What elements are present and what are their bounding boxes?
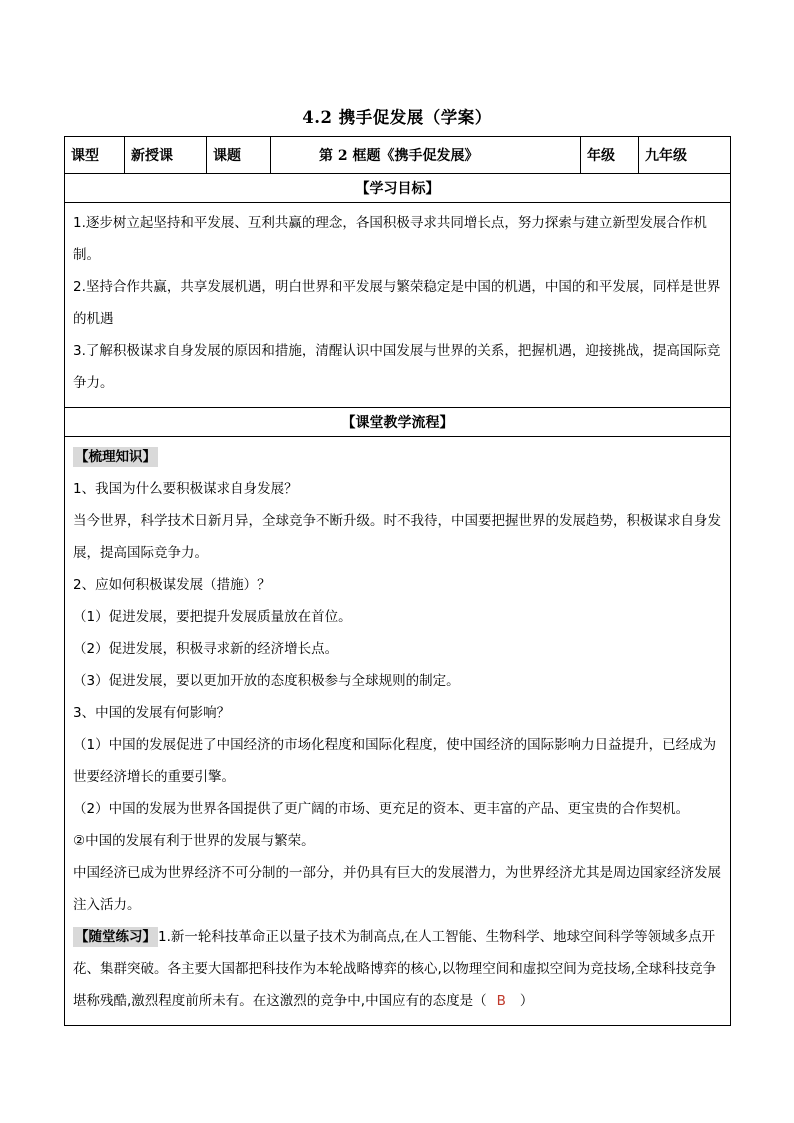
- objective-item: 1.逐步树立起坚持和平发展、互利共赢的理念，各国积极寻求共同增长点，努力探索与建立新型发展合作机制。: [73, 215, 707, 263]
- objective-item: 2.坚持合作共赢，共享发展机遇，明白世界和平发展与繁荣稳定是中国的机遇，中国的和平发展，同样是世界的机遇: [73, 279, 721, 327]
- process-body-row: [65, 437, 731, 1026]
- header-row: [65, 137, 731, 174]
- knowledge-line: （1）促进发展，要把提升发展质量放在首位。: [73, 609, 352, 625]
- knowledge-line: （1）中国的发展促进了中国经济的市场化程度和国际化程度，使中国经济的国际影响力日益提升，已经成为世要经济增长的重要引擎。: [73, 737, 717, 785]
- objectives-heading-row: [65, 174, 731, 203]
- knowledge-line: 2、应如何积极谋发展（措施）？: [73, 577, 271, 593]
- process-heading-row: [65, 408, 731, 437]
- course-type-value: 新授课: [125, 137, 207, 174]
- knowledge-tag-line: [73, 441, 722, 473]
- practice-tag: 【随堂练习】: [75, 929, 156, 945]
- process-body: [65, 437, 731, 1026]
- knowledge-line: （3）促进发展，要以更加开放的态度积极参与全球规则的制定。: [73, 673, 460, 689]
- document-title: 4.2 携手促发展（学案）: [302, 108, 492, 127]
- objectives-heading: 【学习目标】: [65, 174, 731, 203]
- objective-item: 3.了解积极谋求自身发展的原因和措施，清醒认识中国发展与世界的关系，把握机遇，迎接挑战，提高国际竞争力。: [73, 343, 721, 391]
- knowledge-line: 3、中国的发展有何影响？: [73, 705, 231, 721]
- practice-close: ）: [519, 993, 534, 1009]
- objectives-body: [65, 203, 731, 408]
- process-heading: 【课堂教学流程】: [65, 408, 731, 437]
- grade-label: 年级: [581, 137, 639, 174]
- knowledge-line: （2）中国的发展为世界各国提供了更广阔的市场、更充足的资本、更丰富的产品、更宝贵的合作契机。: [73, 801, 690, 817]
- knowledge-tag: 【梳理知识】: [75, 449, 156, 465]
- grade-value: 九年级: [639, 137, 731, 174]
- practice-answer: B: [496, 993, 506, 1009]
- lesson-plan-table: [64, 136, 731, 1026]
- practice-text: 1.新一轮科技革命正以量子技术为制高点,在人工智能、生物科学、地球空间科学等领域多点开花、集群突破。各主要大国都把科技作为本轮战略博弈的核心,以物理空间和虚拟空间为竞技场,全球科技竞争堪称残酷,激烈程度前所未有。在这激烈的竞争中,中国应有的态度是（: [73, 929, 717, 1009]
- topic-label: 课题: [207, 137, 271, 174]
- knowledge-line: （2）促进发展，积极寻求新的经济增长点。: [73, 641, 339, 657]
- practice-question: [73, 921, 722, 1017]
- topic-value: 第 2 框题《携手促发展》: [271, 137, 581, 174]
- knowledge-line: ②中国的发展有利于世界的发展与繁荣。: [73, 833, 315, 849]
- knowledge-line: 当今世界，科学技术日新月异，全球竞争不断升级。时不我待，中国要把握世界的发展趋势，积极谋求自身发展，提高国际竞争力。: [73, 513, 721, 561]
- course-type-label: 课型: [65, 137, 125, 174]
- knowledge-line: 中国经济已成为世界经济不可分制的一部分，并仍具有巨大的发展潜力，为世界经济尤其是周边国家经济发展注入活力。: [73, 865, 721, 913]
- knowledge-line: 1、我国为什么要积极谋求自身发展？: [73, 481, 298, 497]
- objectives-body-row: [65, 203, 731, 408]
